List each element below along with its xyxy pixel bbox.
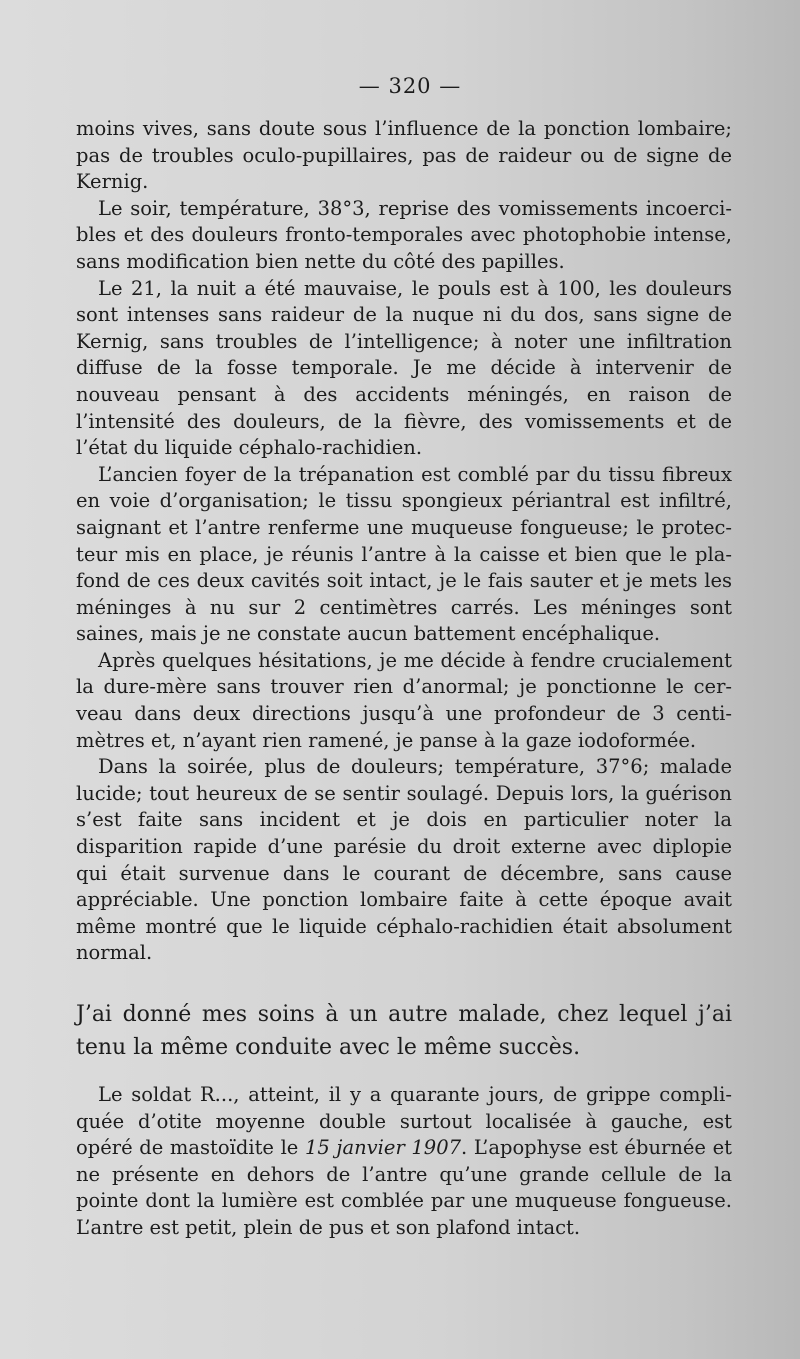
case-text-after: . L’apophyse est éburnée et ne présente en dehors de l’antre qu’une grande cellule de la pointe dont la lumière est comblée par une muqueuse fongueuse. L’antre est petit, plein de pus et son plafond intact.	[76, 1136, 732, 1239]
paragraph-trepanation: L’ancien foyer de la trépanation est comblé par du tissu fibreux en voie d’organisation; le tissu spongieux périantral est infiltré, saignant et l’antre renferme une muqueuse fongueuse; le protecteur mis en place, je réunis l’antre à la caisse et bien que le plafond de ces deux cavités soit intact, je le fais sauter et je mets les méninges à nu sur 2 centimètres carrés. Les méninges sont saines, mais je ne constate aucun battement encéphalique.	[76, 462, 732, 646]
paragraph-evening-temperature: Le soir, température, 38°3, reprise des vomissements incoercibles et des douleurs fronto-temporales avec photophobie intense, sans modification bien nette du côté des papilles.	[76, 196, 732, 273]
case-text-before: Le soldat R..., atteint, il y a quarante jours, de grippe compliquée d’otite moyenne double surtout localisée à gauche, est opéré de mastoïdite le	[76, 1083, 732, 1160]
page-number: — 320 —	[358, 74, 462, 98]
paragraph-soldier-case	[76, 1082, 732, 1242]
paragraph-dura-mater: Après quelques hésitations, je me décide à fendre crucialement la dure-mère sans trouver rien d’anormal; je ponctionne le cerveau dans deux directions jusqu’à une profondeur de 3 centimètres et, n’ayant rien ramené, je panse à la gaze iodoformée.	[76, 648, 732, 752]
paragraph-recovery: Dans la soirée, plus de douleurs; température, 37°6; malade lucide; tout heureux de se sentir soulagé. Depuis lors, la guérison s’est faite sans incident et je dois en particulier noter la disparition rapide d’une parésie du droit externe avec diplopie qui était survenue dans le courant de décembre, sans cause appréciable. Une ponction lombaire faite à cette époque avait même montré que le liquide céphalo-rachidien était absolument normal.	[76, 755, 732, 965]
paragraph-the-21st: Le 21, la nuit a été mauvaise, le pouls est à 100, les douleurs sont intenses sans raideur de la nuque ni du dos, sans signe de Kernig, sans troubles de l’intelligence; à noter une infiltration diffuse de la fosse temporale. Je me décide à intervenir de nouveau pensant à des accidents méningés, en raison de l’intensité des douleurs, de la fièvre, des vomissements et de l’état du liquide céphalo-rachidien.	[76, 276, 732, 460]
paragraph-another-patient: J’ai donné mes soins à un autre malade, chez lequel j’ai tenu la même conduite avec le même succès.	[76, 1002, 732, 1060]
case-date-italic: 15 janvier 1907	[304, 1136, 462, 1160]
main-text-block	[76, 116, 732, 967]
paragraph-continuation: moins vives, sans doute sous l’influence de la ponction lombaire; pas de troubles oculo-pupillaires, pas de raideur ou de signe de Kernig.	[76, 117, 732, 194]
